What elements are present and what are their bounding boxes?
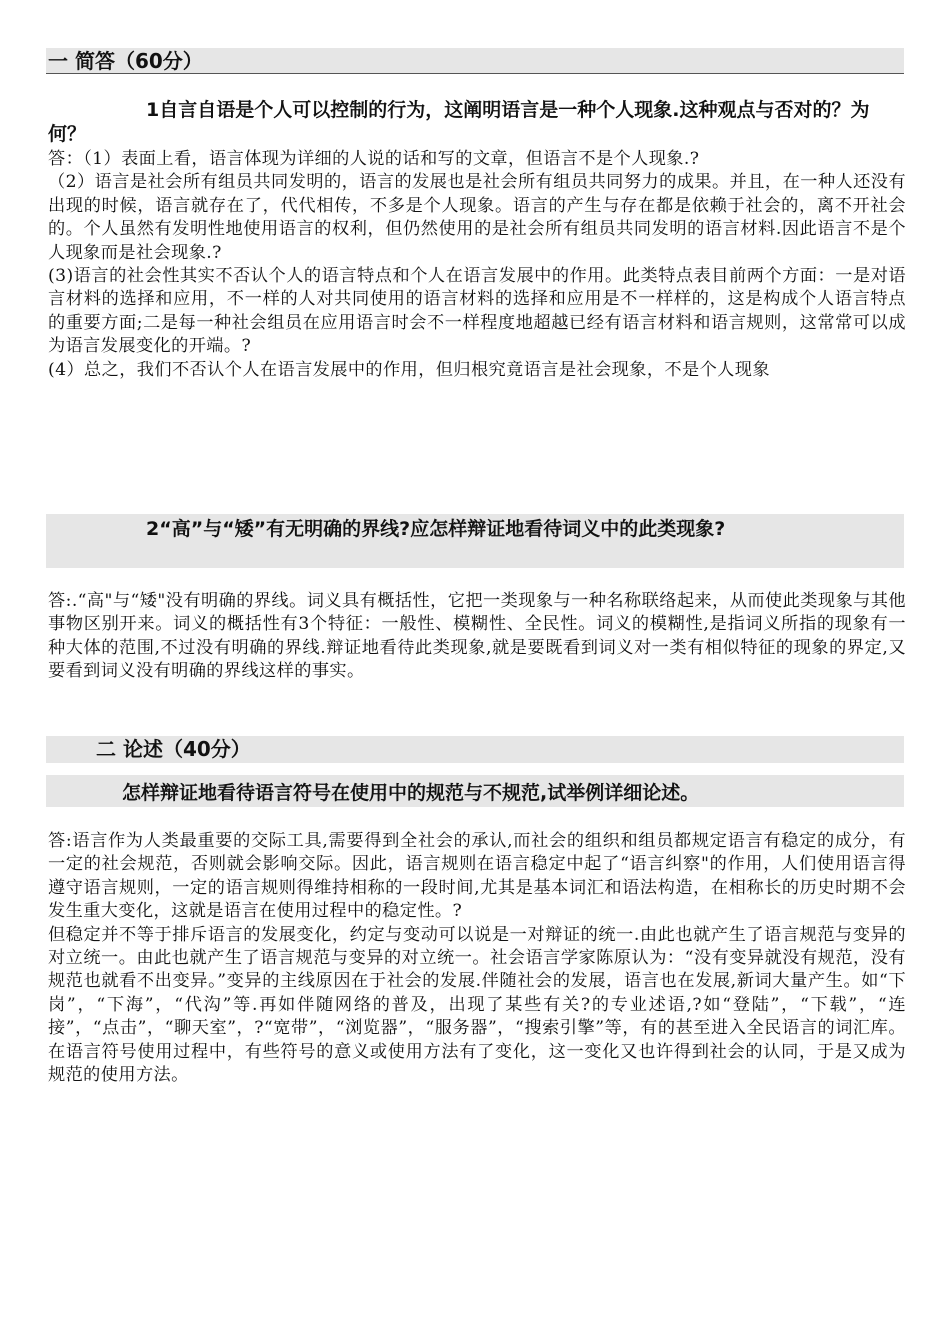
answer-1-part-1: 答：（1）表面上看，语言体现为详细的人说的话和写的文章，但语言不是个人现象.? (48, 149, 700, 169)
question-3 (122, 781, 904, 805)
question-1-text: 1自言自语是个人可以控制的行为，这阐明语言是一种个人现象.这种观点与否对的？为何？ (48, 99, 870, 145)
section-title-short-answer: 一 简答（60分） (48, 49, 203, 73)
question-1 (48, 98, 904, 146)
question-2 (48, 517, 904, 541)
question-3-text: 怎样辩证地看待语言符号在使用中的规范与不规范,试举例详细论述。 (122, 782, 700, 804)
answer-2 (48, 590, 906, 684)
answer-1 (48, 148, 906, 382)
question-2-text: 2“高”与“矮”有无明确的界线?应怎样辩证地看待词义中的此类现象? (146, 518, 726, 540)
answer-3-part-1: 答:语言作为人类最重要的交际工具,需要得到全社会的承认,而社会的组织和组员都规定语言有稳定的成分，有一定的社会规范，否则就会影响交际。因此，语言规则在语言稳定中起了“语言纠察"的作用，人们使用语言得遵守语言规则，一定的语言规则得维持相称的一段时间,尤其是基本词汇和语法构造，在相称长的历史时期不会发生重大变化，这就是语言在使用过程中的稳定性。? (48, 831, 906, 922)
answer-1-part-4: (4）总之，我们不否认个人在语言发展中的作用，但归根究竟语言是社会现象，不是个人现象 (48, 359, 770, 380)
answer-3 (48, 830, 906, 1087)
section-title-essay: 二 论述（40分） (96, 737, 251, 761)
section-divider (46, 73, 904, 74)
answer-3-part-2: 但稳定并不等于排斥语言的发展变化，约定与变动可以说是一对辩证的统一.由此也就产生了语言规范与变异的对立统一。由此也就产生了语言规范与变异的对立统一。社会语言学家陈原认为：“没有变异就没有规范，没有规范也就看不出变异。”变异的主线原因在于社会的发展.伴随社会的发展，语言也在发展,新词大量产生。如“下岗”，“下海”，“代沟”等.再如伴随网络的普及，出现了某些有关?的专业述语,?如“登陆”，“下载”，“连接”，“点击”，“聊天室”，?“宽带”，“浏览器”，“服务器”，“搜索引擎”等，有的甚至进入全民语言的词汇库。在语言符号使用过程中，有些符号的意义或使用方法有了变化，这一变化又也许得到社会的认同，于是又成为规范的使用方法。 (48, 924, 906, 1086)
answer-1-part-3: (3)语言的社会性其实不否认个人的语言特点和个人在语言发展中的作用。此类特点表目前两个方面：一是对语言材料的选择和应用，不一样的人对共同使用的语言材料的选择和应用是不一样样的，这是构成个人语言特点的重要方面;二是每一种社会组员在应用语言时会不一样程度地超越已经有语言材料和语言规则，这常常可以成为语言发展变化的开端。? (48, 266, 906, 357)
answer-1-part-2: （2）语言是社会所有组员共同发明的，语言的发展也是社会所有组员共同努力的成果。并且，在一种人还没有出现的时候，语言就存在了，代代相传，不多是个人现象。语言的产生与存在都是依赖于社会的，离不开社会的。个人虽然有发明性地使用语言的权利，但仍然使用的是社会所有组员共同发明的语言材料.因此语言不是个人现象而是社会现象.? (48, 172, 906, 263)
answer-2-text: 答:.“高"与“矮"没有明确的界线。词义具有概括性，它把一类现象与一种名称联络起来，从而使此类现象与其他事物区别开来。词义的概括性有3个特征：一般性、模糊性、全民性。词义的模糊性,是指词义所指的现象有一种大体的范围,不过没有明确的界线.辩证地看待此类现象,就是要既看到词义对一类有相似特征的现象的界定,又要看到词义没有明确的界线这样的事实。 (48, 591, 906, 682)
